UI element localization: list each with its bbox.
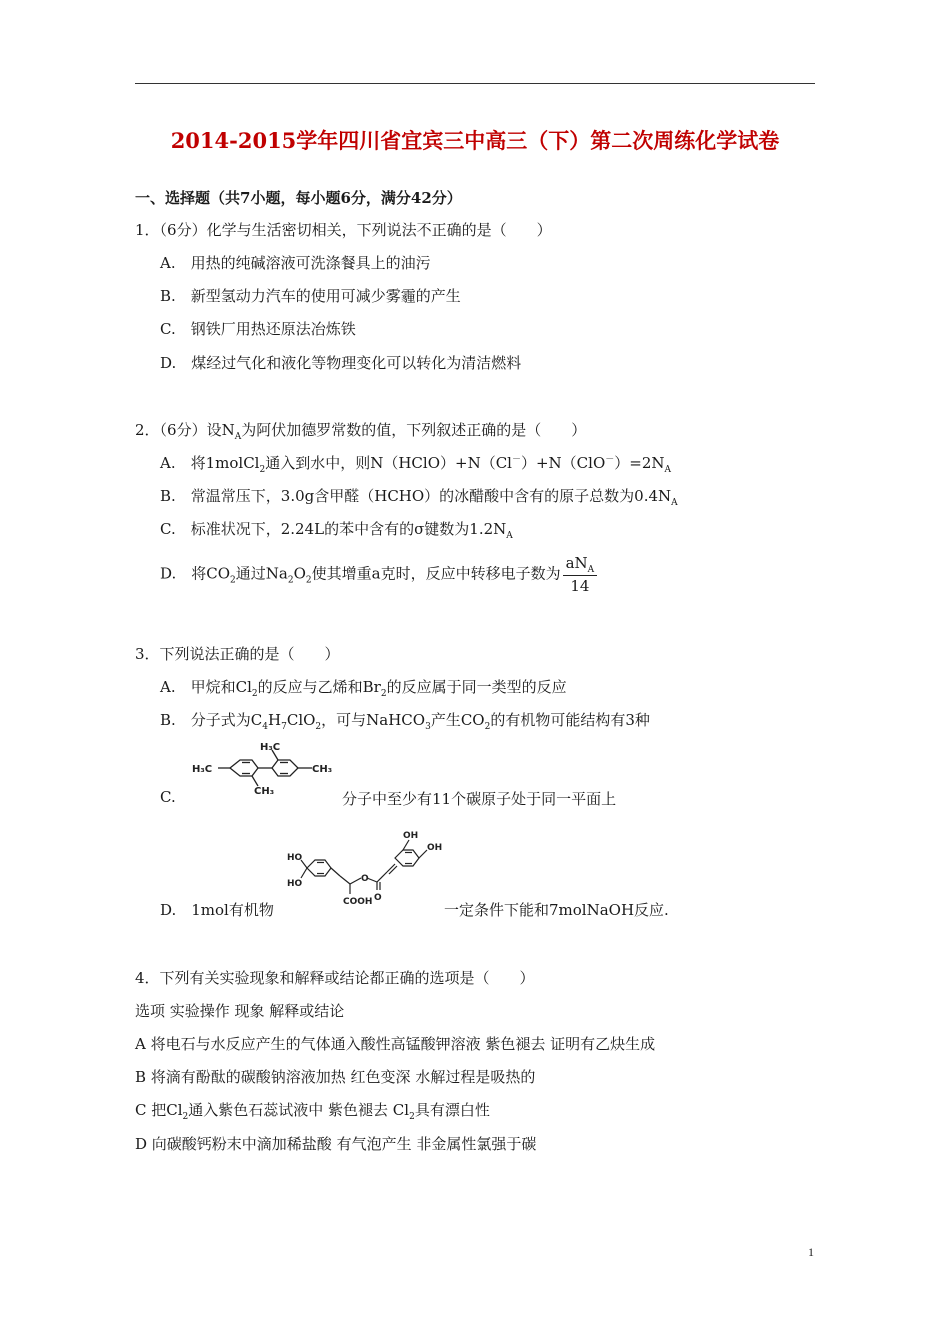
- struct-label: HO: [287, 879, 303, 889]
- struct-label: O: [374, 893, 382, 903]
- q2-option-d: D. 将$CO_2$通过$Na_2O_2$使其增重a克时，反应中转移电子数为 $\frac{aN_A}{14}$: [160, 554, 597, 595]
- struct-label: H₃C: [192, 764, 213, 775]
- section-heading: 一、选择题（共7小题，每小题6分，满分42分）: [135, 189, 462, 207]
- q4-row-c: C 把$Cl_2$通入紫色石蕊试液中 紫色褪去 $Cl_2$具有漂白性: [135, 1101, 490, 1122]
- q4-stem: 4．下列有关实验现象和解释或结论都正确的选项是（ ）: [135, 969, 535, 987]
- page-number: 1: [808, 1245, 814, 1259]
- struct-label: CH₃: [254, 786, 275, 797]
- struct-label: OH: [403, 831, 419, 841]
- q3-option-d-label: D. 1mol有机物: [160, 901, 274, 919]
- q1-option-a: A. 用热的纯碱溶液可洗涤餐具上的油污: [160, 254, 431, 272]
- organic-structure: [285, 820, 455, 910]
- q4-row-d: D 向碳酸钙粉末中滴加稀盐酸 有气泡产生 非金属性氯强于碳: [135, 1135, 537, 1153]
- struct-label: CH₃: [312, 764, 333, 775]
- q4-table-header: 选项 实验操作 现象 解释或结论: [135, 1002, 345, 1020]
- q3-option-a: A. 甲烷和$Cl_2$的反应与乙烯和$Br_2$的反应属于同一类型的反应: [160, 678, 567, 699]
- q3-stem: 3．下列说法正确的是（ ）: [135, 645, 340, 663]
- header-rule: [135, 83, 815, 84]
- q1-option-b: B. 新型氢动力汽车的使用可减少雾霾的产生: [160, 287, 461, 305]
- struct-label: H₃C: [260, 742, 281, 753]
- q1-option-c: C. 钢铁厂用热还原法冶炼铁: [160, 320, 356, 338]
- q3-option-c-text: 分子中至少有11个碳原子处于同一平面上: [342, 790, 617, 808]
- q3-option-c-label: C.: [160, 788, 176, 806]
- biphenyl-structure: [190, 738, 350, 798]
- fraction: $\frac{aN_A}{14}$: [563, 554, 598, 595]
- struct-label: O: [361, 874, 369, 884]
- q1-option-d: D. 煤经过气化和液化等物理变化可以转化为清洁燃料: [160, 354, 522, 372]
- q3-option-b: B. 分子式为$C_4H_7ClO_2$，可与NaHCO$_3$产生$CO_2$的有机物可能结构有3种: [160, 711, 650, 732]
- struct-label: HO: [287, 853, 303, 863]
- q3-option-d-text: 一定条件下能和7molNaOH反应.: [444, 901, 669, 919]
- q1-stem: 1．（6分）化学与生活密切相关，下列说法不正确的是（ ）: [135, 221, 552, 239]
- q2-option-b: B. 常温常压下，3.0g含甲醛（HCHO）的冰醋酸中含有的原子总数为$0.4N_A$: [160, 487, 678, 508]
- q2-option-a: A. 将1molCl$_2$通入到水中，则$N(HClO)+N(Cl^-)+N(ClO^-)=2N_A$: [160, 454, 672, 475]
- struct-label: COOH: [343, 897, 373, 907]
- q2-option-c: C. 标准状况下，2.24L的苯中含有的σ键数为$1.2N_A$: [160, 520, 513, 541]
- q4-row-b: B 将滴有酚酞的碳酸钠溶液加热 红色变深 水解过程是吸热的: [135, 1068, 536, 1086]
- page-title: 2014-2015学年四川省宜宾三中高三（下）第二次周练化学试卷: [170, 128, 780, 153]
- q2-stem: 2．（6分）设$N_A$为阿伏加德罗常数的值，下列叙述正确的是（ ）: [135, 421, 587, 442]
- struct-label: OH: [427, 843, 443, 853]
- q4-row-a: A 将电石与水反应产生的气体通入酸性高锰酸钾溶液 紫色褪去 证明有乙炔生成: [135, 1035, 656, 1053]
